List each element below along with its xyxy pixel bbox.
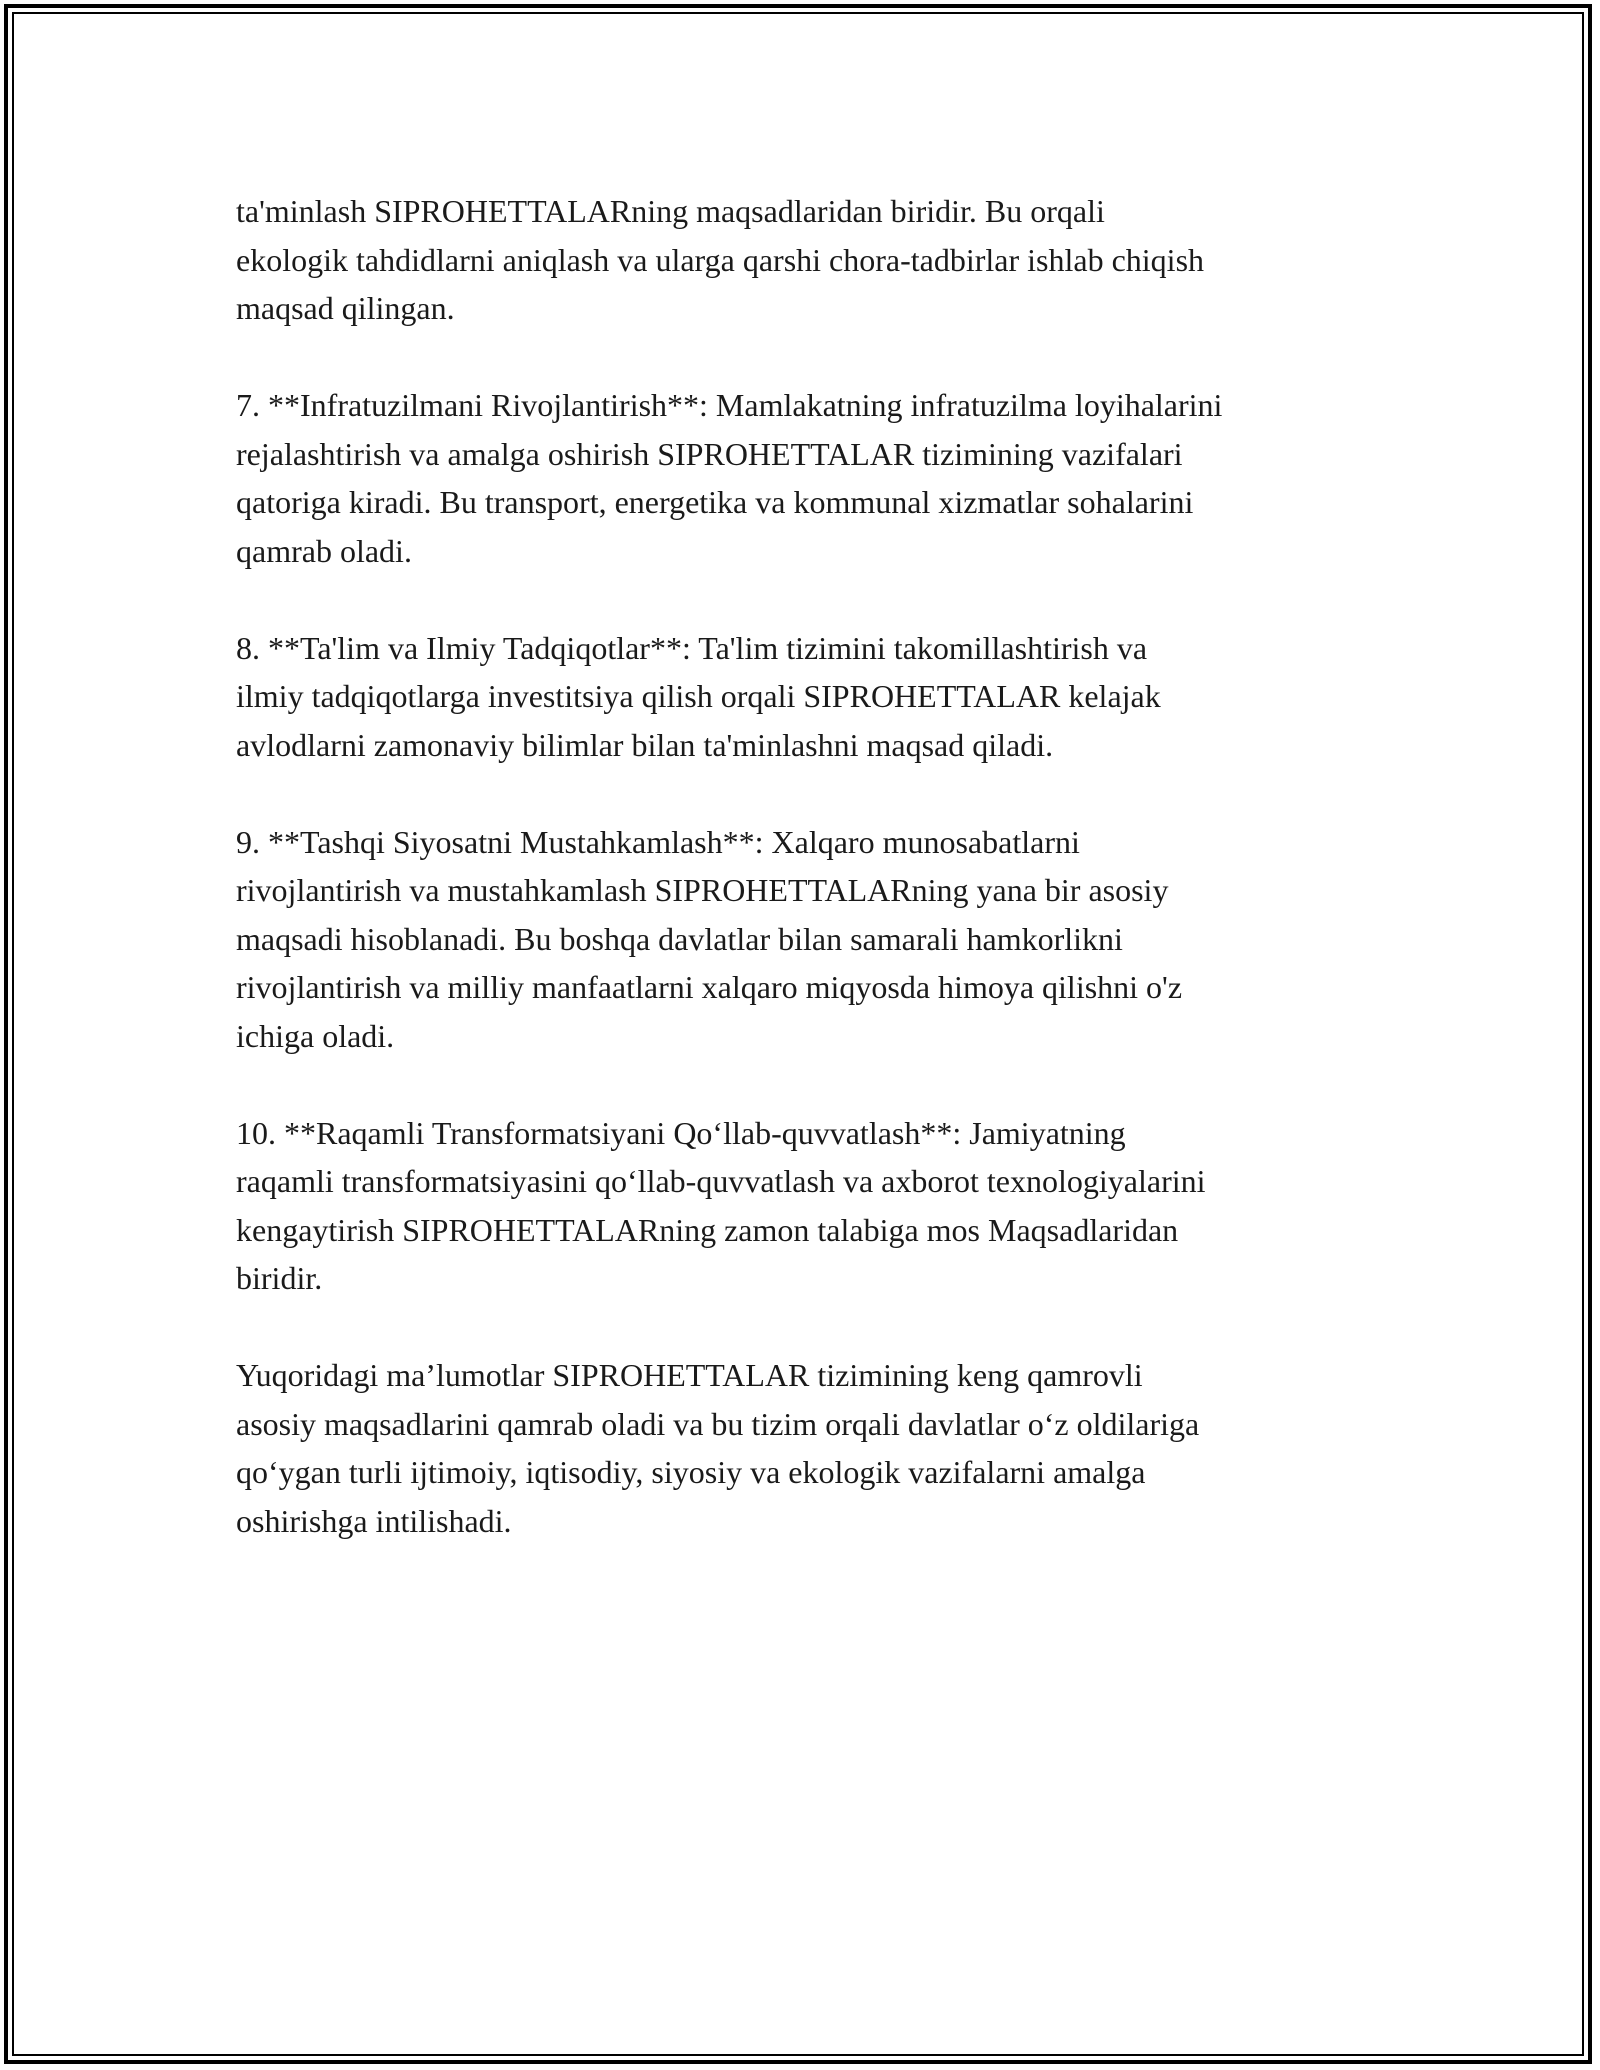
paragraph-conclusion: Yuqoridagi ma’lumotlar SIPROHETTALAR tizimining keng qamrovli asosiy maqsadlarini qamrab oladi va bu tizim orqali davlatlar o‘z oldilariga qo‘ygan turli ijtimoiy, iqtisodiy, siyosiy va ekologik vazifalarni amalga oshirishga intilishadi. — [236, 1357, 1200, 1539]
paragraph-item-9: 9. **Tashqi Siyosatni Mustahkamlash**: Xalqaro munosabatlarni rivojlantirish va mustahkamlash SIPROHETTALARning yana bir asosiy maqsadi hisoblanadi. Bu boshqa davlatlar bilan samarali hamkorlikni rivojlantirish va milliy manfaatlarni xalqaro miqyosda himoya qilishni o'z ichiga oladi. — [236, 823, 1183, 1054]
paragraph-item-7: 7. **Infratuzilmani Rivojlantirish**: Mamlakatning infratuzilma loyihalarini rejalashtirish va amalga oshirish SIPROHETTALAR tizimining vazifalari qatoriga kiradi. Bu transport, energetika va kommunal xizmatlar sohalarini qamrab oladi. — [236, 387, 1223, 569]
document-body — [236, 187, 1376, 1594]
paragraph-item-8: 8. **Ta'lim va Ilmiy Tadqiqotlar**: Ta'lim tizimini takomillashtirish va ilmiy tadqiqotlarga investitsiya qilish orqali SIPROHETTALAR kelajak avlodlarni zamonaviy bilimlar bilan ta'minlashni maqsad qiladi. — [236, 629, 1161, 763]
paragraph-item-10: 10. **Raqamli Transformatsiyani Qo‘llab-quvvatlash**: Jamiyatning raqamli transformatsiyasini qo‘llab-quvvatlash va axborot texnologiyalarini kengaytirish SIPROHETTALARning zamon talabiga mos Maqsadlaridan biridir. — [236, 1114, 1206, 1296]
paragraph-continuation: ta'minlash SIPROHETTALARning maqsadlaridan biridir. Bu orqali ekologik tahdidlarni aniqlash va ularga qarshi chora-tadbirlar ishlab chiqish maqsad qilingan. — [236, 193, 1205, 326]
